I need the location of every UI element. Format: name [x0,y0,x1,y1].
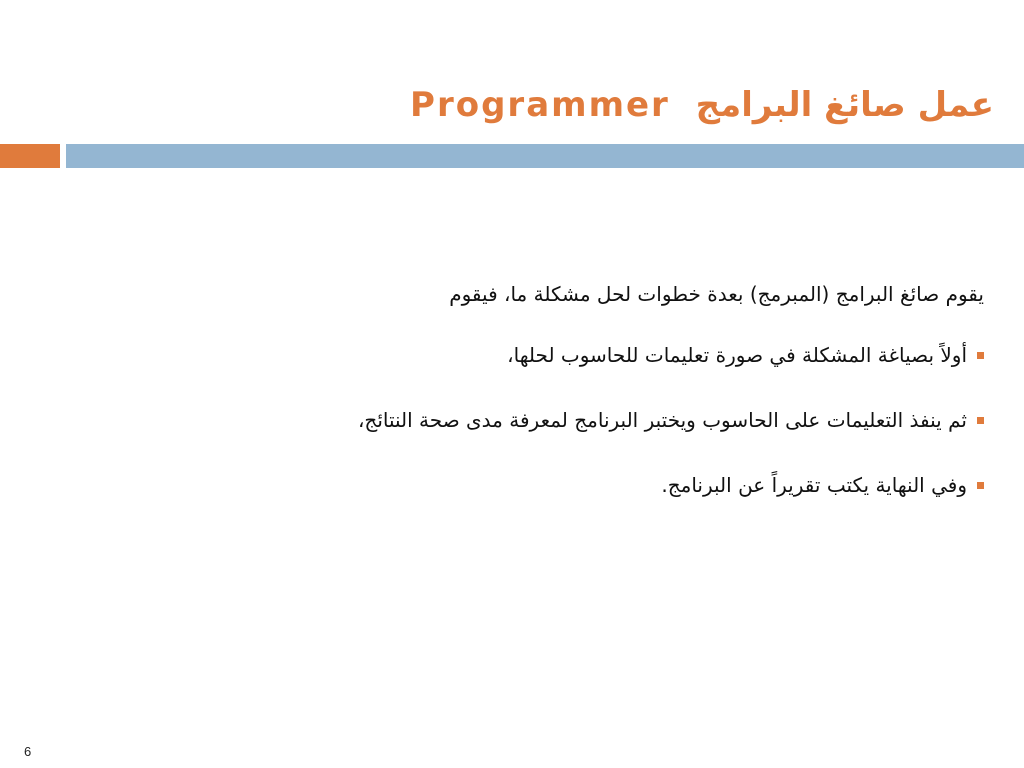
bullet-square-icon [977,417,984,424]
slide-title-arabic: عمل صائغ البرامج [695,85,994,125]
bullet-item [148,403,984,437]
page-number: 6 [24,744,32,759]
bullet-text: أولاً بصياغة المشكلة في صورة تعليمات للحاسوب لحلها، [507,343,967,367]
slide-title [94,78,994,132]
slide-body [124,276,984,533]
bullet-text: ثم ينفذ التعليمات على الحاسوب ويختبر البرنامج لمعرفة مدى صحة النتائج، [357,408,967,432]
header-accent-bar-orange [0,144,60,168]
bullet-square-icon [977,352,984,359]
bullet-square-icon [977,482,984,489]
intro-paragraph: يقوم صائغ البرامج (المبرمج) بعدة خطوات لحل مشكلة ما، فيقوم [449,282,984,306]
bullet-item [148,338,984,372]
header-accent-bar-blue [66,144,1024,168]
bullet-text: وفي النهاية يكتب تقريراً عن البرنامج. [661,473,967,497]
slide-title-english: Programmer [410,85,670,125]
bullet-item [148,468,984,502]
